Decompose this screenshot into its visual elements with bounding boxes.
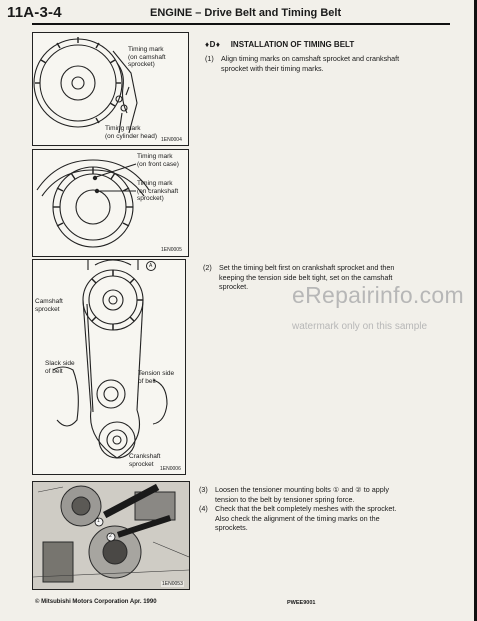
step-text: Align timing marks on camshaft sprocket and crankshaft sprocket with their timing marks. [221,54,400,73]
section-title: INSTALLATION OF TIMING BELT [230,40,355,49]
footer-code: PWEE9001 [287,600,316,606]
label-slack-side: Slack side of belt [45,360,75,375]
page-title: ENGINE – Drive Belt and Timing Belt [150,7,342,19]
figure-id: 1EN0005 [161,247,182,253]
watermark-note: watermark only on this sample [292,321,428,332]
label-bolt-1: 1 [97,518,100,524]
step-text: Check that the belt completely meshes with the sprocket. Also check the alignment of the timing marks on the sprockets. [215,504,397,532]
header-rule [32,23,450,25]
figure-id: 1EN0004 [161,137,182,143]
label-crankshaft-sprocket: Crankshaft sprocket [129,453,161,468]
figure-belt-routing [32,259,186,475]
label-camshaft-sprocket: Camshaft sprocket [35,298,63,313]
step-4 [199,504,455,536]
figure-camshaft-timing-mark [32,32,189,146]
step-number: (2) [203,263,212,272]
figure-crankshaft-timing-mark [32,149,189,257]
figure-tensioner-photo [32,481,190,590]
section-mark: ♦D♦ [205,40,221,49]
watermark-site: eRepairinfo.com [292,282,464,308]
section-code: 11A-3-4 [7,4,62,21]
label-crankshaft-mark: Timing mark (on crankshaft sprocket) [137,180,179,202]
step-number: (3) [199,485,208,494]
step-text: Set the timing belt first on crankshaft sprocket and then keeping the tension side belt tight, set on the camshaft sprocket. [219,263,395,291]
section-heading [205,40,354,49]
figure-id: 1EN0053 [162,581,183,587]
label-circle-a: A [149,263,153,269]
figure-id: 1EN0006 [160,466,181,472]
label-bolt-2: 2 [109,533,112,539]
label-tension-side: Tension side of belt [138,370,175,385]
label-front-case-mark: Timing mark (on front case) [137,153,179,168]
step-text: Loosen the tensioner mounting bolts ① and ② to apply tension to the belt by tensioner spring force. [215,485,389,504]
step-1 [205,54,455,76]
footer-copyright: © Mitsubishi Motors Corporation Apr. 1990 [35,599,157,605]
step-number: (4) [199,504,208,513]
label-camshaft-timing-mark: Timing mark (on camshaft sprocket) [128,46,166,68]
label-cylinder-head-mark: Timing mark (on cylinder head) [105,125,158,140]
step-number: (1) [205,54,214,63]
